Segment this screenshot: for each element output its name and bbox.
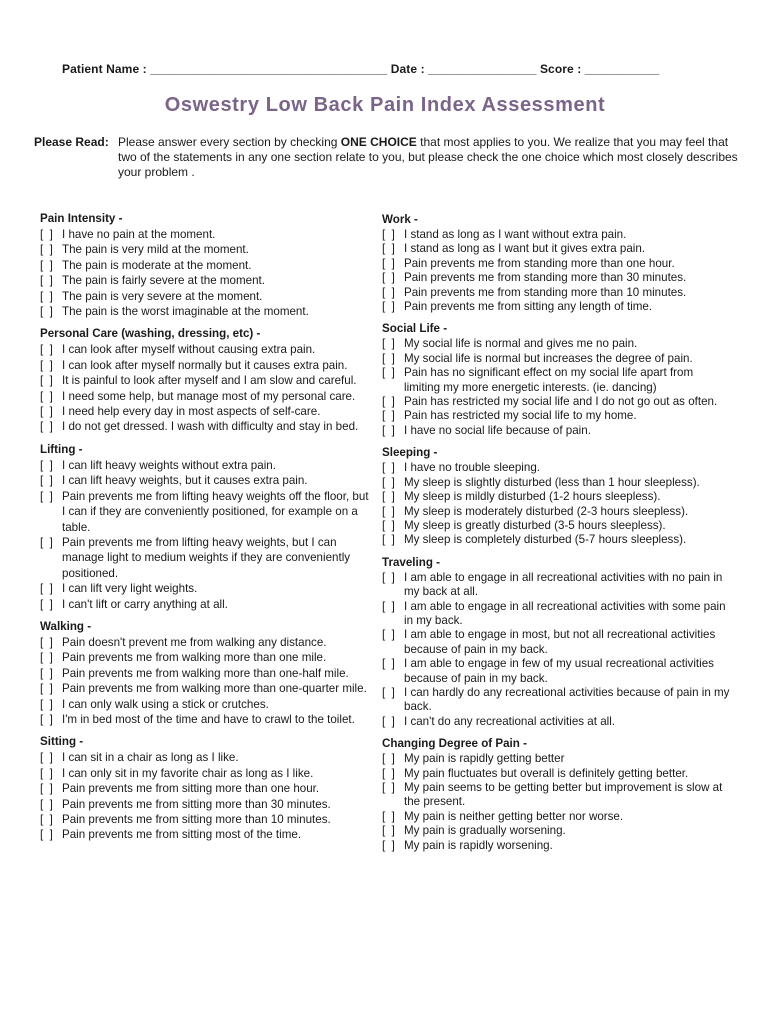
option-row[interactable] <box>40 419 370 434</box>
option-label: My sleep is completely disturbed (5-7 hours sleepless). <box>404 533 687 547</box>
checkbox[interactable]: [ ] <box>40 274 53 288</box>
option-label: I can only sit in my favorite chair as long as I like. <box>62 766 314 780</box>
section-personal-care <box>40 327 370 434</box>
option-row[interactable] <box>40 304 370 319</box>
option-row[interactable] <box>382 533 732 547</box>
option-label: I can lift heavy weights, but it causes extra pain. <box>62 474 308 488</box>
option-label: The pain is very severe at the moment. <box>62 289 263 303</box>
option-label: Pain prevents me from walking more than one-quarter mile. <box>62 682 367 696</box>
instructions-text: Please answer every section by checking ONE CHOICE that most applies to you. We realize that you may feel that two of the statements in any one section relate to you, but please check the one choice which most closely describes your problem . <box>118 135 738 179</box>
option-label: My sleep is moderately disturbed (2-3 hours sleepless). <box>404 504 689 518</box>
option-label: Pain prevents me from walking more than one-half mile. <box>62 666 349 680</box>
checkbox[interactable]: [ ] <box>382 824 395 838</box>
score-label: Score : <box>539 62 582 76</box>
option-label: My social life is normal and gives me no pain. <box>404 337 638 351</box>
option-row[interactable] <box>40 581 370 596</box>
option-row[interactable] <box>40 797 370 812</box>
checkbox[interactable]: [ ] <box>40 474 53 488</box>
option-label: Pain prevents me from sitting more than 30 minutes. <box>62 797 331 811</box>
option-label: Pain doesn't prevent me from walking any distance. <box>62 635 327 649</box>
option-label: My sleep is greatly disturbed (3-5 hours sleepless). <box>404 518 666 532</box>
option-label: My pain is gradually worsening. <box>404 824 566 838</box>
section-title: Walking - <box>40 619 92 633</box>
option-row[interactable] <box>40 827 370 842</box>
option-label: I can only walk using a stick or crutches. <box>62 697 269 711</box>
checkbox[interactable]: [ ] <box>382 351 395 365</box>
checkbox[interactable]: [ ] <box>40 782 53 796</box>
section-social-life <box>382 322 732 438</box>
option-row[interactable] <box>40 458 370 473</box>
option-label: Pain has no significant effect on my social life apart from limiting my more energetic interests. (ie. dancing) <box>404 366 694 394</box>
checkbox[interactable]: [ ] <box>40 797 53 811</box>
option-row[interactable] <box>40 242 370 257</box>
option-label: The pain is very mild at the moment. <box>62 243 249 257</box>
option-row[interactable] <box>382 337 732 351</box>
option-label: I can lift heavy weights without extra pain. <box>62 458 276 472</box>
option-row[interactable] <box>40 389 370 404</box>
option-row[interactable] <box>40 227 370 242</box>
option-row[interactable] <box>40 712 370 727</box>
option-row[interactable] <box>40 473 370 488</box>
date-field[interactable]: ________________ <box>428 62 537 76</box>
checkbox[interactable]: [ ] <box>40 666 53 680</box>
option-row[interactable] <box>382 409 732 423</box>
checkbox[interactable]: [ ] <box>40 358 53 372</box>
option-row[interactable] <box>382 628 732 657</box>
option-row[interactable] <box>40 650 370 665</box>
option-row[interactable] <box>40 781 370 796</box>
section-title: Pain Intensity - <box>40 212 123 225</box>
option-label: I do not get dressed. I wash with difficulty and stay in bed. <box>62 420 359 434</box>
option-label: I can look after myself normally but it causes extra pain. <box>62 358 348 372</box>
option-row[interactable] <box>382 715 732 729</box>
option-label: I am able to engage in all recreational activities with some pain in my back. <box>404 599 726 627</box>
section-title: Sitting - <box>40 735 84 749</box>
option-row[interactable] <box>40 666 370 681</box>
option-label: Pain prevents me from sitting any length of time. <box>404 300 653 314</box>
option-label: Pain prevents me from sitting more than one hour. <box>62 782 320 796</box>
checkbox[interactable]: [ ] <box>382 685 395 699</box>
option-row[interactable] <box>382 300 732 314</box>
section-title: Traveling - <box>382 555 440 569</box>
patient-info-line <box>62 62 722 76</box>
option-row[interactable] <box>382 352 732 366</box>
option-label: I am able to engage in few of my usual recreational activities because of pain in my back. <box>404 657 714 685</box>
section-traveling <box>382 556 732 729</box>
section-changing-degree <box>382 737 732 853</box>
checkbox[interactable]: [ ] <box>40 582 53 596</box>
patient-name-label: Patient Name : <box>62 62 147 76</box>
section-title: Sleeping - <box>382 446 438 460</box>
option-row[interactable] <box>382 600 732 629</box>
checkbox[interactable]: [ ] <box>382 570 395 584</box>
option-label: The pain is fairly severe at the moment. <box>62 274 265 288</box>
checkbox[interactable]: [ ] <box>382 599 395 613</box>
option-row[interactable] <box>382 752 732 766</box>
checkbox[interactable]: [ ] <box>382 781 395 794</box>
option-row[interactable] <box>40 404 370 419</box>
checkbox[interactable]: [ ] <box>40 243 53 257</box>
checkbox[interactable]: [ ] <box>40 374 53 388</box>
option-label: I can hardly do any recreational activities because of pain in my back. <box>404 685 730 714</box>
section-walking <box>40 620 370 727</box>
checkbox[interactable]: [ ] <box>40 828 53 842</box>
option-row[interactable] <box>382 395 732 409</box>
option-label: I can't do any recreational activities at all. <box>404 714 616 728</box>
option-label: Pain prevents me from standing more than 10 minutes. <box>404 285 687 299</box>
checkbox[interactable]: [ ] <box>40 682 53 696</box>
option-row[interactable] <box>382 286 732 300</box>
section-title: Lifting - <box>40 442 83 456</box>
option-label: I am able to engage in all recreational activities with no pain in my back at all. <box>404 570 723 599</box>
option-row[interactable] <box>382 781 732 810</box>
checkbox[interactable]: [ ] <box>40 405 53 419</box>
option-row[interactable] <box>40 681 370 696</box>
checkbox[interactable]: [ ] <box>40 305 53 319</box>
option-label: My pain is neither getting better nor worse. <box>404 809 624 823</box>
checkbox[interactable]: [ ] <box>382 366 395 380</box>
option-label: I can look after myself without causing extra pain. <box>62 343 316 357</box>
option-row[interactable] <box>382 839 732 853</box>
option-row[interactable] <box>382 824 732 838</box>
checkbox[interactable]: [ ] <box>382 518 395 532</box>
checkbox[interactable]: [ ] <box>40 228 53 241</box>
checkbox[interactable]: [ ] <box>382 337 395 351</box>
checkbox[interactable]: [ ] <box>40 712 53 726</box>
instructions <box>34 135 739 180</box>
right-column <box>382 213 732 861</box>
option-row[interactable] <box>40 289 370 304</box>
checkbox[interactable]: [ ] <box>40 458 53 472</box>
score-field[interactable]: ___________ <box>584 62 660 76</box>
option-label: My social life is normal but increases the degree of pain. <box>404 351 693 365</box>
option-label: I'm in bed most of the time and have to crawl to the toilet. <box>62 712 355 726</box>
option-label: I need some help, but manage most of my personal care. <box>62 389 356 403</box>
option-label: Pain prevents me from lifting heavy weights, but I can manage light to medium weights if they are conveniently positioned. <box>62 535 351 580</box>
option-row[interactable] <box>382 461 732 475</box>
option-row[interactable] <box>382 366 732 395</box>
option-row[interactable] <box>382 257 732 271</box>
option-label: My pain is rapidly worsening. <box>404 838 553 852</box>
checkbox[interactable]: [ ] <box>382 714 395 728</box>
option-row[interactable] <box>382 657 732 686</box>
section-title: Social Life - <box>382 322 448 336</box>
option-row[interactable] <box>382 810 732 824</box>
option-row[interactable] <box>40 812 370 827</box>
checkbox[interactable]: [ ] <box>40 751 53 765</box>
option-label: Pain has restricted my social life to my home. <box>404 409 637 423</box>
section-sitting <box>40 735 370 842</box>
checkbox[interactable]: [ ] <box>382 256 395 270</box>
checkbox[interactable]: [ ] <box>40 651 53 665</box>
checkbox[interactable]: [ ] <box>40 343 53 357</box>
checkbox[interactable]: [ ] <box>382 285 395 299</box>
option-label: My sleep is mildly disturbed (1-2 hours sleepless). <box>404 490 661 504</box>
option-label: I have no pain at the moment. <box>62 228 216 241</box>
section-title: Work - <box>382 213 418 226</box>
checkbox[interactable]: [ ] <box>382 838 395 852</box>
option-label: Pain prevents me from walking more than one mile. <box>62 651 327 665</box>
one-choice-emphasis: ONE CHOICE <box>340 135 417 149</box>
option-label: Pain prevents me from standing more than one hour. <box>404 256 675 270</box>
checkbox[interactable]: [ ] <box>382 242 395 256</box>
checkbox[interactable]: [ ] <box>40 289 53 303</box>
option-label: It is painful to look after myself and I am slow and careful. <box>62 374 357 388</box>
option-label: I need help every day in most aspects of self-care. <box>62 405 321 419</box>
checkbox[interactable]: [ ] <box>40 535 53 549</box>
option-row[interactable] <box>40 273 370 288</box>
option-row[interactable] <box>382 505 732 519</box>
option-label: Pain prevents me from sitting most of the time. <box>62 828 302 842</box>
checkbox[interactable]: [ ] <box>40 597 53 611</box>
checkbox[interactable]: [ ] <box>382 809 395 823</box>
option-label: The pain is moderate at the moment. <box>62 258 252 272</box>
option-row[interactable] <box>382 242 732 256</box>
option-row[interactable] <box>40 635 370 650</box>
date-label: Date : <box>390 62 425 76</box>
checkbox[interactable]: [ ] <box>40 813 53 826</box>
left-column <box>40 212 370 851</box>
section-lifting <box>40 443 370 612</box>
option-label: I stand as long as I want but it gives extra pain. <box>404 242 646 256</box>
option-row[interactable] <box>382 490 732 504</box>
option-label: Pain prevents me from sitting more than 10 minutes. <box>62 813 331 826</box>
option-label: I have no social life because of pain. <box>404 423 591 437</box>
option-label: I can sit in a chair as long as I like. <box>62 751 239 765</box>
option-label: I can lift very light weights. <box>62 582 198 596</box>
option-row[interactable] <box>40 597 370 612</box>
checkbox[interactable]: [ ] <box>40 697 53 711</box>
checkbox[interactable]: [ ] <box>382 271 395 285</box>
option-label: Pain prevents me from standing more than 30 minutes. <box>404 271 687 285</box>
option-label: Pain has restricted my social life and I do not go out as often. <box>404 395 718 409</box>
checkbox[interactable]: [ ] <box>40 389 53 403</box>
option-row[interactable] <box>40 489 370 535</box>
option-row[interactable] <box>382 519 732 533</box>
option-label: My pain fluctuates but overall is definitely getting better. <box>404 766 689 780</box>
option-row[interactable] <box>40 697 370 712</box>
checkbox[interactable]: [ ] <box>382 475 395 489</box>
option-row[interactable] <box>382 571 732 600</box>
checkbox[interactable]: [ ] <box>382 504 395 518</box>
checkbox[interactable]: [ ] <box>382 533 395 547</box>
option-label: I can't lift or carry anything at all. <box>62 597 228 611</box>
checkbox[interactable]: [ ] <box>40 635 53 649</box>
option-label: My pain is rapidly getting better <box>404 752 565 766</box>
checkbox[interactable]: [ ] <box>40 258 53 272</box>
checkbox[interactable]: [ ] <box>382 409 395 423</box>
option-label: My sleep is slightly disturbed (less than 1 hour sleepless). <box>404 475 700 489</box>
checkbox[interactable]: [ ] <box>382 657 395 671</box>
checkbox[interactable]: [ ] <box>382 766 395 780</box>
option-row[interactable] <box>40 258 370 273</box>
checkbox[interactable]: [ ] <box>40 766 53 780</box>
option-row[interactable] <box>382 686 732 715</box>
checkbox[interactable]: [ ] <box>382 423 395 437</box>
page-title: Oswestry Low Back Pain Index Assessment <box>164 94 606 116</box>
option-row[interactable] <box>382 767 732 781</box>
option-row[interactable] <box>382 476 732 490</box>
checkbox[interactable]: [ ] <box>382 228 395 241</box>
option-row[interactable] <box>382 271 732 285</box>
checkbox[interactable]: [ ] <box>382 752 395 766</box>
section-sleeping <box>382 446 732 547</box>
option-row[interactable] <box>40 535 370 581</box>
option-row[interactable] <box>40 766 370 781</box>
checkbox[interactable]: [ ] <box>40 489 53 503</box>
option-label: Pain prevents me from lifting heavy weights off the floor, but I can if they are conveniently positioned, for example on a table. <box>62 489 369 534</box>
checkbox[interactable]: [ ] <box>382 461 395 475</box>
checkbox[interactable]: [ ] <box>382 395 395 409</box>
option-label: I stand as long as I want without extra pain. <box>404 228 627 241</box>
section-pain-intensity <box>40 212 370 319</box>
option-label: I am able to engage in most, but not all recreational activities because of pain in my back. <box>404 628 716 656</box>
checkbox[interactable]: [ ] <box>382 300 395 314</box>
option-row[interactable] <box>382 424 732 438</box>
checkbox[interactable]: [ ] <box>382 490 395 504</box>
instructions-label: Please Read: <box>34 135 109 149</box>
option-row[interactable] <box>40 750 370 765</box>
option-label: I have no trouble sleeping. <box>404 461 541 475</box>
section-title: Changing Degree of Pain - <box>382 737 527 751</box>
option-label: My pain seems to be getting better but improvement is slow at the present. <box>404 781 723 809</box>
option-row[interactable] <box>382 228 732 242</box>
patient-name-field[interactable]: ___________________________________ <box>150 62 388 76</box>
checkbox[interactable]: [ ] <box>40 420 53 434</box>
section-title: Personal Care (washing, dressing, etc) - <box>40 327 261 341</box>
option-label: The pain is the worst imaginable at the moment. <box>62 305 309 319</box>
option-row[interactable] <box>40 358 370 373</box>
option-row[interactable] <box>40 373 370 388</box>
option-row[interactable] <box>40 342 370 357</box>
checkbox[interactable]: [ ] <box>382 628 395 642</box>
section-work <box>382 213 732 314</box>
